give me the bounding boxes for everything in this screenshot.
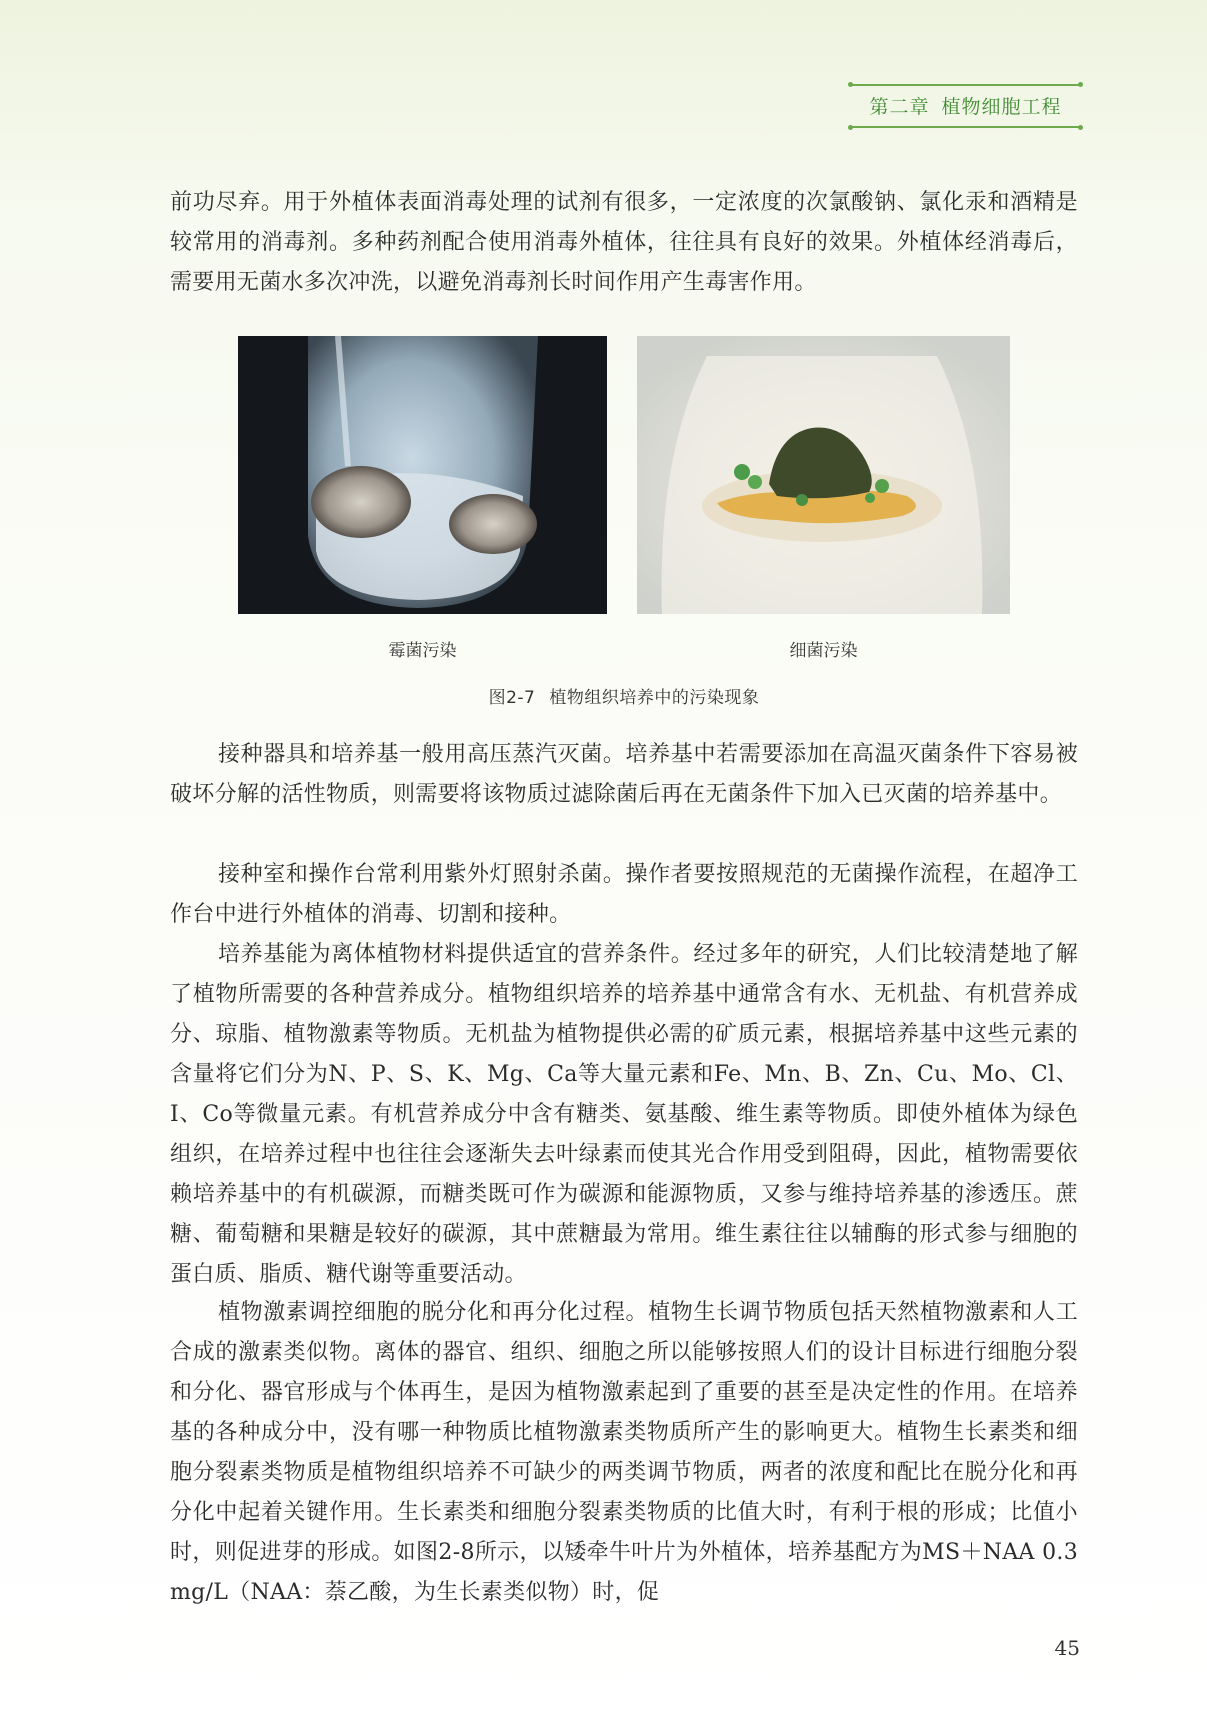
mold-contamination-photo [238, 336, 607, 614]
paragraph-sterilization: 接种器具和培养基一般用高压蒸汽灭菌。培养基中若需要添加在高温灭菌条件下容易被破坏分解的活性物质，则需要将该物质过滤除菌后再在无菌条件下加入已灭菌的培养基中。 [170, 742, 1078, 807]
paragraph-culture-medium: 培养基能为离体植物材料提供适宜的营养条件。经过多年的研究，人们比较清楚地了解了植物所需要的各种营养成分。植物组织培养的培养基中通常含有水、无机盐、有机营养成分、琼脂、植物激素等物质。无机盐为植物提供必需的矿质元素，根据培养基中这些元素的含量将它们分为N、P、S、K、Mg、Ca等大量元素和Fe、Mn、B、Zn、Cu、Mo、Cl、I、Co等微量元素。有机营养成分中含有糖类、氨基酸、维生素等物质。即使外植体为绿色组织，在培养过程中也往往会逐渐失去叶绿素而使其光合作用受到阻碍，因此，植物需要依赖培养基中的有机碳源，而糖类既可作为碳源和能源物质，又参与维持培养基的渗透压。蔗糖、葡萄糖和果糖是较好的碳源，其中蔗糖最为常用。维生素往往以辅酶的形式参与细胞的蛋白质、脂质、糖代谢等重要活动。 [170, 942, 1078, 1287]
paragraph-uv-sterilization: 接种室和操作台常利用紫外灯照射杀菌。操作者要按照规范的无菌操作流程，在超净工作台中进行外植体的消毒、切割和接种。 [170, 862, 1078, 927]
figure-number: 图2-7 [488, 688, 536, 708]
chapter-number: 第二章 [869, 96, 930, 118]
paragraph-plant-hormones: 植物激素调控细胞的脱分化和再分化过程。植物生长调节物质包括天然植物激素和人工合成的激素类似物。离体的器官、组织、细胞之所以能够按照人们的设计目标进行细胞分裂和分化、器官形成与个体再生，是因为植物激素起到了重要的甚至是决定性的作用。在培养基的各种成分中，没有哪一种物质比植物激素类物质所产生的影响更大。植物生长素类和细胞分裂素类物质是植物组织培养不可缺少的两类调节物质，两者的浓度和配比在脱分化和再分化中起着关键作用。生长素类和细胞分裂素类物质的比值大时，有利于根的形成；比值小时，则促进芽的形成。如图2-8所示，以矮牵牛叶片为外植体，培养基配方为MS＋NAA 0.3 mg/L（NAA：萘乙酸，为生长素类似物）时，促 [170, 1300, 1078, 1605]
chapter-header [851, 84, 1080, 128]
right-photo-caption: 细菌污染 [789, 641, 858, 661]
figure-caption [170, 683, 1078, 708]
chapter-title: 植物细胞工程 [941, 96, 1062, 118]
bacterial-contamination-photo [637, 336, 1010, 614]
chapter-header-text [851, 92, 1080, 119]
left-photo-caption: 霉菌污染 [388, 641, 457, 661]
figure-title: 植物组织培养中的污染现象 [549, 688, 760, 708]
page-number: 45 [1054, 1636, 1080, 1660]
paragraph-intro: 前功尽弃。用于外植体表面消毒处理的试剂有很多，一定浓度的次氯酸钠、氯化汞和酒精是较常用的消毒剂。多种药剂配合使用消毒外植体，往往具有良好的效果。外植体经消毒后，需要用无菌水多次冲洗，以避免消毒剂长时间作用产生毒害作用。 [170, 190, 1078, 295]
